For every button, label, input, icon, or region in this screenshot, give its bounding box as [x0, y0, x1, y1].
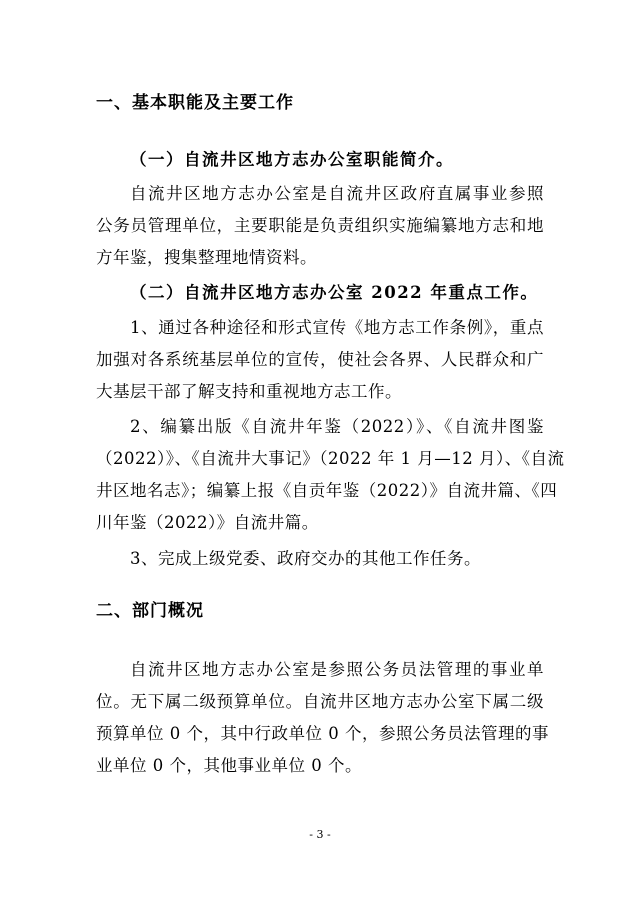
paragraph-line: 3、完成上级党委、政府交办的其他工作任务。 [130, 549, 481, 568]
paragraph-line: 自流井区地方志办公室是参照公务员法管理的事业单 [130, 660, 544, 679]
paragraph-line: 公务员管理单位，主要职能是负责组织实施编纂地方志和地 [96, 216, 544, 235]
paragraph-line: 自流井区地方志办公室是自流井区政府直属事业参照 [130, 184, 544, 203]
paragraph-line: 川年鉴（2022）》自流井篇。 [96, 513, 319, 532]
paragraph-line: 位。无下属二级预算单位。自流井区地方志办公室下属二级 [96, 692, 544, 711]
section-heading-department-overview: 二、部门概况 [96, 601, 204, 621]
section-heading-basic-functions: 一、基本职能及主要工作 [96, 93, 294, 113]
paragraph-line: 2、编纂出版《自流井年鉴（2022）》、《自流井图鉴 [130, 417, 544, 436]
subsection-heading-key-work: （二）自流井区地方志办公室 2022 年重点工作。 [130, 283, 539, 302]
paragraph-line: 加强对各系统基层单位的宣传，使社会各界、人民群众和广 [96, 350, 544, 369]
subsection-heading-function-intro: （一）自流井区地方志办公室职能简介。 [130, 150, 454, 169]
paragraph-line: 大基层干部了解支持和重视地方志工作。 [96, 382, 402, 401]
paragraph-line: 预算单位 0 个，其中行政单位 0 个，参照公务员法管理的事 [96, 724, 549, 743]
paragraph-line: 1、通过各种途径和形式宣传《地方志工作条例》，重点 [130, 318, 544, 337]
paragraph-line: 方年鉴，搜集整理地情资料。 [96, 248, 317, 267]
paragraph-line: 业单位 0 个，其他事业单位 0 个。 [96, 756, 362, 775]
page-number: - 3 - [309, 828, 331, 841]
paragraph-line: 井区地名志》；编纂上报《自贡年鉴（2022）》自流井篇、《四 [96, 481, 558, 500]
paragraph-line: （2022）》、《自流井大事记》（2022 年 1 月—12 月）、《自流 [96, 449, 565, 468]
